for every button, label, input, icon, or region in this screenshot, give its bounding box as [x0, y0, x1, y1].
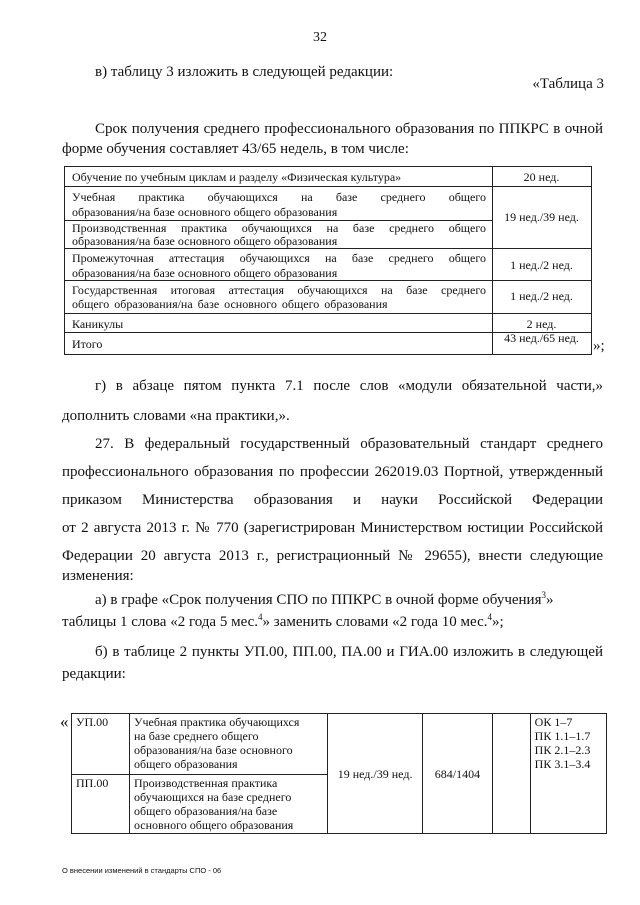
para-g-2: дополнить словами «на практики,».	[62, 408, 290, 424]
table2-row2-code: ПП.00	[72, 775, 130, 834]
para-a-2-text-a: таблицы 1 слова «2 года 5 мес.	[62, 614, 259, 630]
table3-row5-label-2: общего образования/на базе основного общего образования	[72, 297, 388, 311]
para27-line-6: изменения:	[62, 568, 134, 584]
table-row	[72, 714, 607, 775]
table3-row2-label-1: Учебная практика обучающихся на базе среднего общего	[72, 190, 486, 204]
table3-row1-label: Обучение по учебным циклам и разделу «Физическая культура»	[72, 170, 402, 184]
para27-line-1: 27. В федеральный государственный образовательный стандарт среднего	[95, 436, 603, 452]
table3-row23-value: 19 нед./39 нед.	[504, 210, 579, 224]
table2-row1-text-line: образования/на базе основного	[133, 743, 293, 757]
table3-row5-label-1: Государственная итоговая аттестация обучающихся на базе среднего	[72, 283, 486, 297]
table2-weeks: 19 нед./39 нед.	[328, 714, 423, 834]
footnote-ref: 3	[541, 590, 546, 600]
table2-hours: 684/1404	[422, 714, 492, 834]
table2-row2-text-line: общего образования/на базе	[133, 804, 278, 818]
table-2	[71, 713, 607, 834]
table2-competencies	[530, 714, 606, 834]
table3-row1-value: 20 нед.	[523, 170, 560, 184]
table2-row1-text-line: на базе среднего общего	[133, 729, 259, 743]
para27-line-2: профессионального образования по профессии 262019.03 Портной, утвержденный	[62, 464, 603, 480]
table2-competency: ОК 1–7	[534, 715, 573, 729]
table3-row3-label-1: Производственная практика обучающихся на базе среднего общего	[72, 221, 486, 235]
table3-row4-label-1: Промежуточная аттестация обучающихся на базе среднего общего	[72, 251, 486, 265]
table3-caption: «Таблица 3	[532, 76, 604, 92]
para-b-2: редакции:	[62, 666, 126, 682]
footnote-ref: 4	[258, 612, 263, 622]
para-a-2-text-c: »;	[492, 614, 504, 630]
table3-row4-label-2: образования/на базе основного общего образования	[72, 266, 338, 280]
table3-closing: »;	[593, 338, 605, 354]
table3-row6-label: Каникулы	[72, 317, 124, 331]
para-a-2-text-b: » заменить словами «2 года 10 мес.	[262, 614, 488, 630]
table2-row2-text	[129, 775, 327, 834]
table2-row2-text-line: Производственная практика	[133, 776, 278, 790]
table2-empty-cell	[493, 714, 531, 834]
table2-row1-text-line: общего образования	[133, 757, 238, 771]
table2-row1-text-line: Учебная практика обучающихся	[133, 715, 300, 729]
table2-competency: ПК 2.1–2.3	[534, 743, 591, 757]
para27-line-5: Федерации 20 августа 2013 г., регистрационный № 29655), внести следующие	[62, 548, 603, 564]
para-g-1: г) в абзаце пятом пункта 7.1 после слов «модули обязательной части,»	[95, 378, 603, 394]
footer-note: О внесении изменений в стандарты СПО - 06	[62, 866, 222, 875]
lead-line-1: Срок получения среднего профессионального образования по ППКРС в очной	[95, 121, 603, 137]
para-a-2	[62, 608, 504, 636]
table2-row1-text	[129, 714, 327, 775]
table2-competency: ПК 3.1–3.4	[534, 757, 591, 771]
para-a-1-end: »	[545, 592, 554, 608]
table3-row7-value: 43 нед./65 нед.	[504, 331, 579, 345]
table3-row4-value: 1 нед./2 нед.	[510, 258, 573, 272]
table3-row3-label-2: образования/на базе основного общего образования	[72, 234, 338, 248]
lead-line-2: форме обучения составляет 43/65 недель, в том числе:	[62, 141, 409, 157]
para-a-1-text: а) в графе «Срок получения СПО по ППКРС в очной форме обучения	[95, 592, 542, 608]
table2-open-quote: «	[60, 712, 69, 731]
para-v: в) таблицу 3 изложить в следующей редакции:	[95, 64, 394, 80]
table2-row2-text-line: основного общего образования	[133, 818, 294, 832]
table3-row2-label-2: образования/на базе основного общего образования	[72, 205, 338, 219]
para27-line-3: приказом Министерства образования и науки Российской Федерации	[62, 492, 603, 508]
footnote-ref: 4	[487, 612, 492, 622]
table3-row5-value: 1 нед./2 нед.	[510, 289, 573, 303]
table2-competency: ПК 1.1–1.7	[534, 729, 591, 743]
page-number: 32	[313, 30, 327, 45]
para-b-1: б) в таблице 2 пункты УП.00, ПП.00, ПА.00 и ГИА.00 изложить в следующей	[95, 644, 603, 660]
table2-row1-code: УП.00	[72, 714, 130, 775]
table3-row7-label: Итого	[72, 337, 103, 351]
para27-line-4: от 2 августа 2013 г. № 770 (зарегистрирован Министерством юстиции Российской	[62, 520, 603, 536]
table2-row2-text-line: обучающихся на базе среднего	[133, 790, 292, 804]
table3-row6-value: 2 нед.	[526, 317, 557, 331]
